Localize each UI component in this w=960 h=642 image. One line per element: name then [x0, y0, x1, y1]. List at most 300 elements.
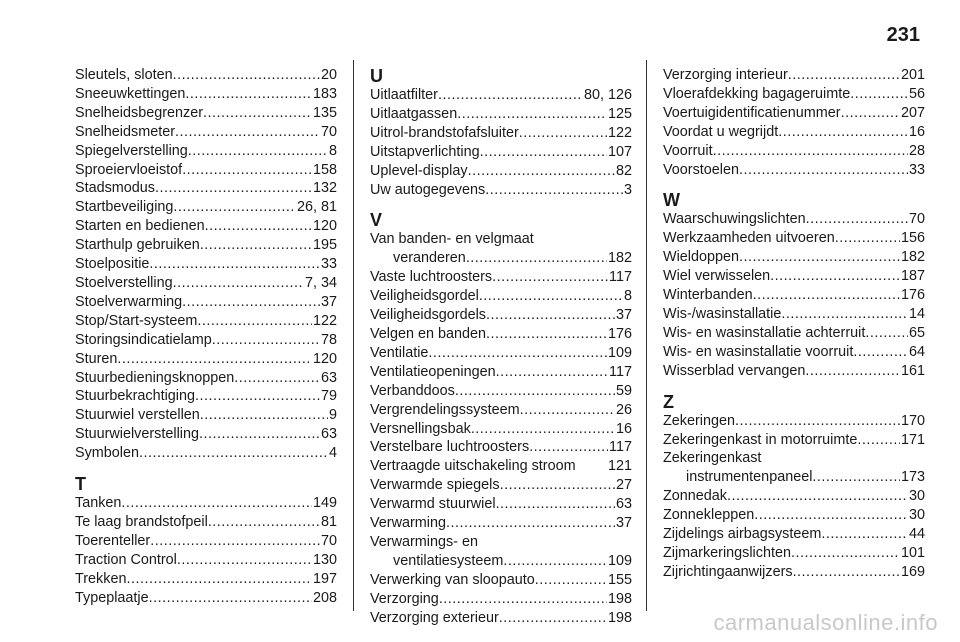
page-reference: 149 — [312, 495, 337, 512]
leader-dots — [200, 236, 312, 255]
page-reference: 187 — [900, 268, 925, 285]
index-term: Stoelverstelling — [75, 274, 173, 291]
index-term: Stuurwielverstelling — [75, 426, 199, 443]
leader-dots — [835, 229, 900, 248]
page-reference: 44 — [908, 526, 925, 543]
page-reference: 7, 34 — [304, 274, 337, 291]
page-reference: 208 — [312, 589, 337, 606]
leader-dots — [805, 362, 900, 381]
index-term: Ventilatieopeningen — [370, 363, 496, 380]
leader-dots — [739, 161, 908, 180]
page-reference: 70 — [320, 123, 337, 140]
index-term: Veiligheidsgordels — [370, 307, 487, 324]
leader-dots — [519, 124, 607, 143]
leader-dots — [480, 143, 607, 162]
page-reference: 207 — [900, 104, 925, 121]
leader-dots — [788, 66, 900, 85]
leader-dots — [778, 123, 908, 142]
leader-dots — [175, 123, 320, 142]
leader-dots — [173, 66, 320, 85]
leader-dots — [139, 444, 328, 463]
leader-dots — [446, 514, 615, 533]
index-entry — [370, 476, 632, 495]
index-term: Zijdelings airbagsysteem — [663, 526, 822, 543]
index-term: Spiegelverstelling — [75, 142, 188, 159]
index-term: Zijmarkeringslichten — [663, 544, 791, 561]
index-term: Traction Control — [75, 551, 177, 568]
index-entry — [663, 563, 925, 582]
index-term: Verwarming — [370, 515, 446, 532]
index-entry — [370, 181, 632, 200]
index-entry — [370, 325, 632, 344]
leader-dots — [155, 179, 312, 198]
section-letter: T — [75, 474, 86, 495]
page-reference: 122 — [312, 312, 337, 329]
page-reference: 63 — [320, 369, 337, 386]
index-term: Stoelpositie — [75, 256, 150, 273]
page-reference: 3 — [623, 181, 632, 198]
index-term: Sneeuwkettingen — [75, 85, 186, 102]
index-entry — [75, 589, 337, 608]
leader-dots — [173, 274, 304, 293]
leader-dots — [850, 85, 908, 104]
index-term: Symbolen — [75, 445, 139, 462]
index-term: Storingsindicatielamp — [75, 331, 212, 348]
page-reference: 37 — [320, 293, 337, 310]
index-term: veranderen — [393, 250, 466, 267]
index-entry — [370, 306, 632, 325]
index-term: Stuurbedieningsknoppen — [75, 369, 235, 386]
page-reference: 16 — [615, 420, 632, 437]
index-term: Wis- en wasinstallatie achterruit — [663, 324, 866, 341]
index-entry — [370, 533, 632, 571]
leader-dots — [529, 438, 608, 457]
index-entry — [370, 382, 632, 401]
leader-dots — [177, 551, 312, 570]
index-entry — [663, 142, 925, 161]
page-reference: 120 — [312, 350, 337, 367]
index-entry — [663, 525, 925, 544]
page-reference: 135 — [312, 104, 337, 121]
watermark: carmanualsonline.info — [713, 610, 938, 635]
index-entry — [663, 66, 925, 85]
page-reference: 101 — [900, 544, 925, 561]
index-entry — [75, 161, 337, 180]
leader-dots — [753, 286, 900, 305]
leader-dots — [503, 552, 607, 571]
index-term: Snelheidsbegrenzer — [75, 104, 204, 121]
leader-dots — [496, 363, 608, 382]
page-reference: 125 — [607, 105, 632, 122]
page-reference: 56 — [908, 85, 925, 102]
index-term: Voorruit — [663, 142, 713, 159]
leader-dots — [468, 162, 615, 181]
page-reference: 122 — [607, 124, 632, 141]
index-term: Werkzaamheden uitvoeren — [663, 230, 835, 247]
page-reference: 79 — [320, 388, 337, 405]
index-entry — [370, 420, 632, 439]
index-term: Wieldoppen — [663, 249, 740, 266]
index-entry — [663, 267, 925, 286]
index-term: Zonnekleppen — [663, 507, 755, 524]
index-entry — [370, 230, 632, 268]
index-term: Voertuigidentificatienummer — [663, 104, 841, 121]
index-term: Starten en bedienen — [75, 218, 205, 235]
page-reference: 117 — [609, 363, 632, 380]
index-term: Tanken — [75, 495, 122, 512]
index-entry — [75, 387, 337, 406]
section-letter: U — [370, 66, 383, 86]
index-entry — [370, 162, 632, 181]
page-reference: 26 — [615, 401, 632, 418]
page-reference: 197 — [312, 570, 337, 587]
index-term: Verwerking van sloopauto — [370, 571, 535, 588]
leader-dots — [185, 85, 312, 104]
page-reference: 107 — [607, 143, 632, 160]
index-entry — [370, 457, 632, 476]
index-term: Voorstoelen — [663, 161, 740, 178]
index-entry — [75, 513, 337, 532]
page-reference: 59 — [615, 382, 632, 399]
index-term: Wisserblad vervangen — [663, 362, 806, 379]
leader-dots — [471, 420, 615, 439]
page-reference: 130 — [312, 551, 337, 568]
index-entry — [370, 590, 632, 609]
index-term: ventilatiesysteem — [393, 552, 504, 569]
leader-dots — [781, 305, 908, 324]
page-reference: 27 — [615, 477, 632, 494]
index-term: Vloerafdekking bagageruimte — [663, 85, 851, 102]
index-entry — [75, 274, 337, 293]
index-entry — [370, 401, 632, 420]
leader-dots — [520, 401, 615, 420]
page-reference: 80, 126 — [583, 87, 632, 103]
page-reference: 8 — [328, 142, 337, 159]
index-entry — [663, 412, 925, 431]
index-entry — [75, 312, 337, 331]
page-reference: 8 — [623, 288, 632, 305]
index-term: Voordat u wegrijdt — [663, 123, 779, 140]
leader-dots — [234, 369, 320, 388]
index-entry — [75, 123, 337, 142]
index-term: Zijrichtingaanwijzers — [663, 563, 793, 580]
index-entry — [370, 609, 632, 628]
index-entry — [75, 255, 337, 274]
section-letter: V — [370, 210, 383, 231]
index-term: Trekken — [75, 570, 127, 587]
index-entry — [75, 331, 337, 350]
index-entry — [663, 210, 925, 229]
index-entry — [75, 293, 337, 312]
page-reference: 170 — [900, 412, 925, 429]
leader-dots — [173, 198, 296, 217]
index-column-3 — [663, 66, 925, 582]
index-entry — [75, 425, 337, 444]
index-term: Veiligheidsgordel — [370, 288, 479, 305]
leader-dots — [200, 406, 328, 425]
index-entry — [663, 544, 925, 563]
index-term: Uplevel-display — [370, 162, 468, 179]
leader-dots — [203, 104, 312, 123]
index-term: Sturen — [75, 350, 118, 367]
leader-dots — [865, 324, 908, 343]
index-term: Uitlaatfilter — [370, 87, 438, 103]
index-entry — [75, 570, 337, 589]
index-term: instrumentenpaneel — [686, 469, 813, 486]
index-entry — [663, 248, 925, 267]
leader-dots — [195, 387, 320, 406]
index-entry — [663, 104, 925, 123]
page-reference: 182 — [900, 249, 925, 266]
index-entry — [370, 438, 632, 457]
index-term: Uitrol-brandstofafsluiter — [370, 124, 519, 141]
index-entry — [370, 86, 632, 105]
index-entry — [75, 444, 337, 463]
leader-dots — [149, 589, 312, 608]
index-term: Verwarmings- en — [370, 533, 478, 550]
leader-dots — [727, 487, 908, 506]
leader-dots — [188, 142, 328, 161]
index-entry — [663, 324, 925, 343]
index-term: Stop/Start-systeem — [75, 312, 198, 329]
index-term: Zonnedak — [663, 488, 728, 505]
column-divider — [353, 60, 354, 611]
leader-dots — [770, 267, 900, 286]
index-entry — [75, 369, 337, 388]
leader-dots — [486, 325, 607, 344]
leader-dots — [121, 494, 312, 513]
index-column-1 — [75, 66, 337, 607]
index-entry — [75, 551, 337, 570]
leader-dots — [212, 331, 320, 350]
leader-dots — [853, 343, 908, 362]
index-term: Zekeringen — [663, 412, 735, 429]
index-term: Verwarmde spiegels — [370, 477, 500, 494]
index-term: Versnellingsbak — [370, 420, 471, 437]
page-number: 231 — [886, 24, 920, 46]
index-entry — [663, 85, 925, 104]
index-term: Van banden- en velgmaat — [370, 231, 534, 248]
page-reference: 121 — [607, 458, 632, 475]
index-entry — [370, 495, 632, 514]
index-entry — [75, 236, 337, 255]
leader-dots — [485, 181, 623, 200]
index-entry — [75, 66, 337, 85]
page-reference: 37 — [615, 307, 632, 324]
leader-dots — [439, 590, 607, 609]
leader-dots — [793, 563, 900, 582]
index-entry — [663, 123, 925, 142]
index-term: Uw autogegevens — [370, 181, 486, 198]
index-entry — [75, 179, 337, 198]
index-entry — [663, 449, 925, 487]
leader-dots — [735, 412, 900, 431]
index-term: Wiel verwisselen — [663, 268, 771, 285]
index-term: Toerenteller — [75, 532, 151, 549]
index-term: Wis-/wasinstallatie — [663, 305, 782, 322]
index-entry — [75, 198, 337, 217]
index-term: Startbeveiliging — [75, 199, 174, 216]
page-reference: 70 — [320, 532, 337, 549]
page-reference: 117 — [609, 269, 632, 286]
leader-dots — [197, 312, 312, 331]
section-letter: Z — [663, 391, 674, 412]
page-reference: 183 — [312, 85, 337, 102]
index-entry — [75, 217, 337, 236]
index-entry — [663, 431, 925, 450]
leader-dots — [812, 468, 900, 487]
page-reference: 109 — [607, 344, 632, 361]
index-term: Verzorging exterieur — [370, 609, 499, 626]
index-column-2 — [370, 66, 632, 627]
page-reference: 30 — [908, 507, 925, 524]
page-reference: 9 — [328, 407, 337, 424]
page-reference: 176 — [607, 325, 632, 342]
leader-dots — [857, 431, 900, 450]
index-entry — [663, 305, 925, 324]
page-reference: 169 — [900, 563, 925, 580]
leader-dots — [499, 609, 607, 628]
leader-dots — [126, 570, 312, 589]
leader-dots — [806, 210, 908, 229]
section-letter: W — [663, 190, 680, 211]
index-term: Sproeiervloeistof — [75, 161, 183, 178]
page-reference: 26, 81 — [296, 199, 337, 216]
page-reference: 109 — [607, 552, 632, 569]
page-reference: 176 — [900, 287, 925, 304]
index-term: Typeplaatje — [75, 589, 149, 606]
page-reference: 198 — [607, 590, 632, 607]
index-entry — [370, 143, 632, 162]
index-entry — [75, 406, 337, 425]
index-term: Te laag brandstofpeil — [75, 513, 208, 530]
index-entry — [370, 124, 632, 143]
index-entry — [75, 85, 337, 104]
leader-dots — [754, 506, 908, 525]
page-reference: 155 — [607, 571, 632, 588]
index-entry — [75, 494, 337, 513]
index-term: Verwarmd stuurwiel — [370, 496, 496, 513]
index-entry — [370, 344, 632, 363]
leader-dots — [117, 350, 312, 369]
index-term: Ventilatie — [370, 344, 429, 361]
page-reference: 132 — [312, 180, 337, 197]
leader-dots — [199, 425, 320, 444]
index-term: Zekeringenkast — [663, 450, 762, 467]
index-term: Stadsmodus — [75, 180, 155, 197]
page-reference: 161 — [900, 362, 925, 379]
index-entry — [370, 268, 632, 287]
leader-dots — [457, 105, 607, 124]
index-entry — [663, 487, 925, 506]
index-term: Uitstapverlichting — [370, 143, 480, 160]
index-entry — [663, 229, 925, 248]
page-reference: 33 — [908, 161, 925, 178]
leader-dots — [739, 248, 900, 267]
index-term: Stuurwiel verstellen — [75, 407, 200, 424]
page-reference: 16 — [908, 123, 925, 140]
leader-dots — [182, 161, 312, 180]
page-reference: 63 — [320, 426, 337, 443]
page-reference: 173 — [900, 469, 925, 486]
page-reference: 33 — [320, 256, 337, 273]
leader-dots — [150, 532, 320, 551]
column-divider — [646, 60, 647, 611]
page-reference: 64 — [908, 343, 925, 360]
index-entry — [370, 287, 632, 306]
index-term: Verstelbare luchtroosters — [370, 439, 530, 456]
index-entry — [75, 142, 337, 161]
page-reference: 198 — [607, 609, 632, 626]
index-term: Uitlaatgassen — [370, 105, 458, 122]
page-reference: 81 — [320, 513, 337, 530]
leader-dots — [479, 287, 623, 306]
page-reference: 158 — [312, 161, 337, 178]
index-term: Verzorging interieur — [663, 67, 788, 83]
leader-dots — [821, 525, 908, 544]
page-reference: 4 — [328, 445, 337, 462]
leader-dots — [713, 142, 908, 161]
leader-dots — [455, 382, 615, 401]
index-entry — [663, 362, 925, 381]
index-term: Velgen en banden — [370, 325, 487, 342]
index-term: Wis- en wasinstallatie voorruit — [663, 343, 854, 360]
index-term: Waarschuwingslichten — [663, 211, 806, 228]
page-reference: 78 — [320, 331, 337, 348]
leader-dots — [492, 268, 608, 287]
leader-dots — [841, 104, 900, 123]
index-term: Zekeringenkast in motorruimte — [663, 431, 858, 448]
page-reference: 156 — [900, 230, 925, 247]
index-term: Verzorging — [370, 590, 439, 607]
page-reference: 195 — [312, 237, 337, 254]
index-term: Winterbanden — [663, 287, 753, 304]
index-term: Snelheidsmeter — [75, 123, 175, 140]
leader-dots — [486, 306, 615, 325]
index-entry — [663, 343, 925, 362]
leader-dots — [438, 86, 583, 105]
page-reference: 82 — [615, 162, 632, 179]
index-entry — [75, 104, 337, 123]
page-reference: 182 — [607, 250, 632, 267]
index-entry — [370, 363, 632, 382]
index-term: Starthulp gebruiken — [75, 237, 200, 254]
index-entry — [663, 506, 925, 525]
index-term: Vergrendelingssysteem — [370, 401, 520, 418]
index-term: Sleutels, sloten — [75, 67, 173, 83]
index-term: Stuurbekrachtiging — [75, 388, 195, 405]
page-reference: 37 — [615, 515, 632, 532]
index-entry — [663, 161, 925, 180]
index-entry — [75, 350, 337, 369]
index-term: Verbanddoos — [370, 382, 455, 399]
leader-dots — [791, 544, 900, 563]
page-reference: 70 — [908, 211, 925, 228]
page-reference: 117 — [609, 439, 632, 456]
leader-dots — [205, 217, 312, 236]
index-entry — [663, 286, 925, 305]
index-entry — [370, 514, 632, 533]
index-term: Vertraagde uitschakeling stroom — [370, 458, 576, 475]
leader-dots — [500, 476, 615, 495]
page-reference: 120 — [312, 218, 337, 235]
page-reference: 65 — [908, 324, 925, 341]
leader-dots — [208, 513, 320, 532]
index-term: Vaste luchtroosters — [370, 269, 493, 286]
page-reference: 201 — [900, 67, 925, 83]
leader-dots — [428, 344, 607, 363]
leader-dots — [149, 255, 320, 274]
